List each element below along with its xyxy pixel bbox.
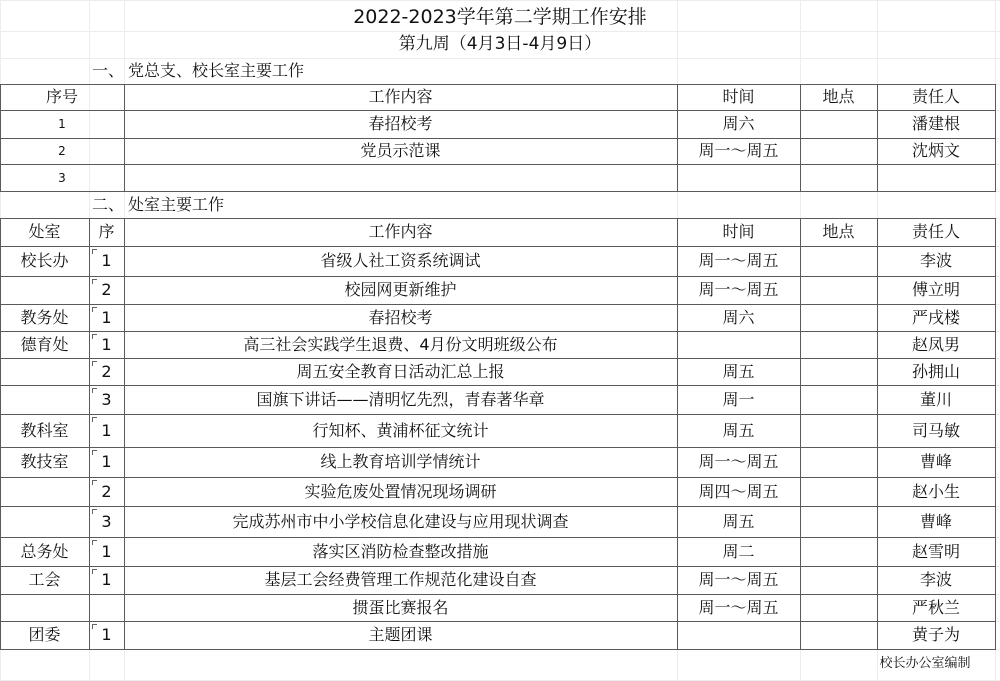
section2-row-person: 严戌楼 xyxy=(911,307,960,327)
section2-row-content: 实验危废处置情况现场调研 xyxy=(304,481,497,501)
section2-row-time: 周二 xyxy=(722,541,755,561)
section2-row-content: 行知杯、黄浦杯征文统计 xyxy=(312,420,489,440)
cell-corner-marker xyxy=(92,279,97,284)
section1-heading: 党总支、校长室主要工作 xyxy=(128,61,305,80)
section1-row-time xyxy=(677,164,800,191)
section1-row-seq: 2 xyxy=(58,144,66,158)
section2-row-office xyxy=(0,477,89,506)
section2-row-time: 周四～周五 xyxy=(698,481,779,501)
table-border-h xyxy=(0,649,996,650)
section2-row-place xyxy=(800,358,877,385)
section2-row-content: 基层工会经费管理工作规范化建设自查 xyxy=(264,570,537,589)
section2-row-place xyxy=(800,414,877,447)
section1-header-place: 地点 xyxy=(822,87,855,106)
section2-row-time xyxy=(677,621,800,649)
section2-row-place xyxy=(800,331,877,358)
section2-header-time: 时间 xyxy=(722,222,755,241)
section1-row-person xyxy=(877,164,995,191)
section2-row-time: 周五 xyxy=(722,511,755,531)
section2-row-person: 曹峰 xyxy=(919,452,952,471)
section2-header-person: 责任人 xyxy=(911,222,960,241)
cell-corner-marker xyxy=(92,334,97,339)
section2-row-person: 赵凤男 xyxy=(911,334,960,354)
section1-row-person: 沈炳文 xyxy=(911,141,960,160)
section1-row-place xyxy=(800,164,877,191)
section2-row-office: 教科室 xyxy=(20,420,69,440)
cell-corner-marker xyxy=(92,307,97,312)
section2-row-content: 国旗下讲话——清明忆先烈，青春著华章 xyxy=(256,389,545,409)
section2-row-office: 校长办 xyxy=(20,251,69,270)
section2-row-office: 总务处 xyxy=(20,541,69,561)
week-subtitle: 第九周（4月3日-4月9日） xyxy=(398,33,602,54)
table-border-v xyxy=(995,84,996,192)
section2-row-person: 赵雪明 xyxy=(911,541,960,561)
section2-heading: 处室主要工作 xyxy=(128,194,225,214)
section2-row-person: 曹峰 xyxy=(919,511,952,531)
section1-row-seq: 1 xyxy=(58,117,66,131)
section2-row-person: 赵小生 xyxy=(911,481,960,501)
section2-row-seq: 3 xyxy=(101,511,112,531)
section2-row-time: 周六 xyxy=(722,307,755,327)
section2-row-seq: 2 xyxy=(101,481,112,501)
section2-row-seq: 3 xyxy=(101,389,112,409)
section2-row-place xyxy=(800,276,877,304)
cell-corner-marker xyxy=(92,450,97,455)
grid-line-h xyxy=(0,0,1000,1)
section2-row-place xyxy=(800,506,877,537)
section2-row-office xyxy=(0,358,89,385)
cell-corner-marker xyxy=(92,569,97,574)
section1-number: 一、 xyxy=(92,61,125,80)
section2-row-seq: 2 xyxy=(101,361,112,381)
section2-row-office xyxy=(0,594,89,621)
section2-row-content: 线上教育培训学情统计 xyxy=(320,452,481,471)
section2-row-seq: 1 xyxy=(101,570,112,589)
section2-row-content: 校园网更新维护 xyxy=(344,280,457,299)
section2-row-time: 周五 xyxy=(722,361,755,381)
section1-row-content xyxy=(124,164,677,191)
section2-row-time: 周一～周五 xyxy=(698,280,779,299)
section2-row-time: 周一～周五 xyxy=(698,452,779,471)
section2-number: 二、 xyxy=(92,194,125,214)
section2-row-person: 傅立明 xyxy=(911,280,960,299)
section2-row-seq: 1 xyxy=(101,452,112,471)
section2-header-content: 工作内容 xyxy=(368,222,433,241)
section1-row-time: 周一～周五 xyxy=(698,141,779,160)
table-border-v xyxy=(995,218,996,650)
section2-row-seq: 1 xyxy=(101,334,112,354)
section2-row-time: 周一～周五 xyxy=(698,597,779,617)
section2-row-time: 周一～周五 xyxy=(698,570,779,589)
section2-row-person: 黄子为 xyxy=(911,625,960,644)
section2-row-office: 团委 xyxy=(28,625,61,644)
cell-corner-marker xyxy=(92,388,97,393)
section2-row-time xyxy=(677,331,800,358)
section2-header-place: 地点 xyxy=(822,222,855,241)
section2-row-place xyxy=(800,447,877,477)
page-title: 2022-2023学年第二学期工作安排 xyxy=(353,5,647,28)
section2-row-place xyxy=(800,621,877,649)
section2-row-office xyxy=(0,506,89,537)
section2-row-seq: 1 xyxy=(101,251,112,270)
section1-row-time: 周六 xyxy=(722,114,755,133)
cell-corner-marker xyxy=(92,249,97,254)
section2-row-seq: 1 xyxy=(101,420,112,440)
section1-header-person: 责任人 xyxy=(911,87,960,106)
section2-row-time: 周一 xyxy=(722,389,755,409)
section2-row-person: 李波 xyxy=(919,251,952,270)
cell-corner-marker xyxy=(92,361,97,366)
cell-corner-marker xyxy=(92,540,97,545)
section2-row-place xyxy=(800,537,877,566)
section2-row-person: 严秋兰 xyxy=(911,597,960,617)
section2-row-content: 掼蛋比赛报名 xyxy=(352,597,449,617)
section2-row-content: 落实区消防检查整改措施 xyxy=(312,541,489,561)
section2-row-content: 春招校考 xyxy=(368,307,433,327)
section2-row-place xyxy=(800,246,877,276)
section2-row-content: 完成苏州市中小学校信息化建设与应用现状调查 xyxy=(232,511,569,531)
section2-row-content: 高三社会实践学生退费、4月份文明班级公布 xyxy=(243,334,558,354)
section2-row-time: 周一～周五 xyxy=(698,251,779,270)
section1-row-content: 党员示范课 xyxy=(360,141,441,160)
section2-row-office: 德育处 xyxy=(20,334,69,354)
section2-row-office: 工会 xyxy=(28,570,61,589)
section1-row-place xyxy=(800,138,877,164)
section1-row-person: 潘建根 xyxy=(911,114,960,133)
cell-corner-marker xyxy=(92,509,97,514)
section2-row-person: 李波 xyxy=(919,570,952,589)
section2-row-person: 董川 xyxy=(919,389,952,409)
section2-row-office: 教技室 xyxy=(20,452,69,471)
section2-row-content: 省级人社工资系统调试 xyxy=(320,251,481,270)
section1-header-time: 时间 xyxy=(722,87,755,106)
cell-corner-marker xyxy=(92,480,97,485)
section2-row-place xyxy=(800,304,877,331)
section2-header-seq: 序 xyxy=(98,222,115,241)
section1-header-content: 工作内容 xyxy=(368,87,433,106)
section2-row-office: 教务处 xyxy=(20,307,69,327)
section1-row-place xyxy=(800,110,877,138)
section1-row-seq: 3 xyxy=(58,170,66,185)
section2-row-office xyxy=(0,276,89,304)
section2-row-seq: 1 xyxy=(101,307,112,327)
section2-row-place xyxy=(800,385,877,414)
cell-corner-marker xyxy=(92,417,97,422)
section2-row-content: 周五安全教育日活动汇总上报 xyxy=(296,361,505,381)
section1-header-seq: 序号 xyxy=(45,87,78,106)
section2-row-seq: 1 xyxy=(101,541,112,561)
section2-row-place xyxy=(800,566,877,594)
section2-row-office xyxy=(0,385,89,414)
section1-row-content: 春招校考 xyxy=(368,114,433,133)
section2-row-seq: 1 xyxy=(101,625,112,644)
section2-row-time: 周五 xyxy=(722,420,755,440)
section2-row-place xyxy=(800,594,877,621)
section2-row-seq xyxy=(89,594,124,621)
section2-header-office: 处室 xyxy=(28,222,61,241)
cell-corner-marker xyxy=(92,624,97,629)
section2-row-person: 司马敏 xyxy=(911,420,960,440)
footer-compiler: 校长办公室编制 xyxy=(879,655,971,671)
section2-row-seq: 2 xyxy=(101,280,112,299)
section2-row-person: 孙拥山 xyxy=(911,361,960,381)
section2-row-content: 主题团课 xyxy=(368,625,433,644)
section2-row-place xyxy=(800,477,877,506)
